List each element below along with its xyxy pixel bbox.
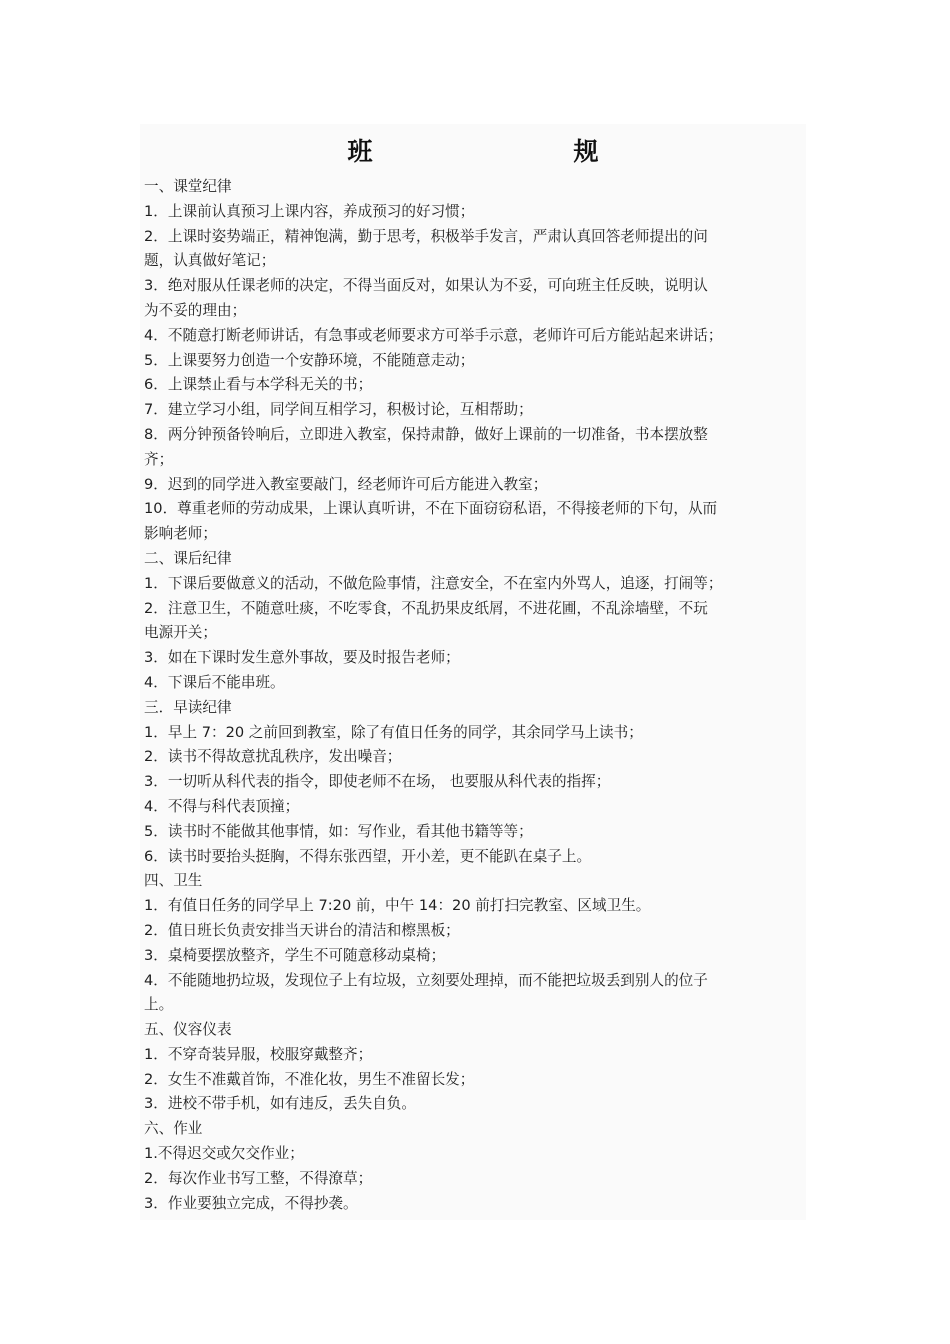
text-line: 1．早上 7：20 之前回到教室，除了有值日任务的同学，其余同学马上读书； — [144, 723, 643, 741]
text-line: 五、仪容仪表 — [144, 1021, 232, 1039]
text-line: 4．下课后不能串班。 — [144, 673, 285, 691]
text-line: 6．上课禁止看与本学科无关的书； — [144, 376, 373, 394]
text-line: 二、课后纪律 — [144, 549, 232, 567]
text-line: 六、作业 — [144, 1120, 203, 1138]
text-line: 2．值日班长负责安排当天讲台的清洁和檫黑板； — [144, 921, 460, 939]
text-line: 6．读书时要抬头挺胸，不得东张西望，开小差，更不能趴在桌子上。 — [144, 847, 592, 865]
text-line: 9．迟到的同学进入教室要敲门，经老师许可后方能进入教室； — [144, 475, 548, 493]
text-line: 一、课堂纪律 — [144, 178, 232, 195]
text-line: 四、卫生 — [144, 872, 203, 890]
text-line: 1．有值日任务的同学早上 7:20 前，中午 14：20 前打扫完教室、区域卫生。 — [144, 897, 651, 915]
text-line: 上。 — [144, 996, 174, 1014]
text-line: 2．女生不准戴首饰，不准化妆，男生不准留长发； — [144, 1070, 475, 1088]
text-line: 5．上课要努力创造一个安静环境，不能随意走动； — [144, 351, 475, 369]
text-line: 7．建立学习小组，同学间互相学习，积极讨论，互相帮助； — [144, 401, 533, 419]
text-line: 3．如在下课时发生意外事故，要及时报告老师； — [144, 649, 460, 667]
text-line: 1．上课前认真预习上课内容，养成预习的好习惯； — [144, 202, 475, 220]
text-line: 3．作业要独立完成，不得抄袭。 — [144, 1194, 358, 1212]
text-line: 影响老师； — [144, 525, 217, 543]
text-line: 3．绝对服从任课老师的决定，不得当面反对，如果认为不妥，可向班主任反映，说明认 — [144, 277, 708, 295]
text-line: 2．上课时姿势端正，精神饱满，勤于思考，积极举手发言，严肃认真回答老师提出的问 — [144, 227, 708, 245]
text-line: 4．不能随地扔垃圾，发现位子上有垃圾，立刻要处理掉，而不能把垃圾丢到别人的位子 — [144, 971, 708, 989]
text-line: 4．不得与科代表顶撞； — [144, 797, 300, 815]
text-line: 10．尊重老师的劳动成果，上课认真听讲，不在下面窃窃私语，不得接老师的下句，从而 — [144, 500, 718, 518]
text-line: 电源开关； — [144, 624, 217, 642]
text-line: 2．读书不得故意扰乱秩序，发出噪音； — [144, 748, 402, 766]
text-line: 5．读书时不能做其他事情，如：写作业，看其他书籍等等； — [144, 822, 533, 840]
text-line: 2．每次作业书写工整，不得潦草； — [144, 1169, 373, 1187]
text-line: 为不妥的理由； — [144, 301, 247, 319]
text-line: 2．注意卫生，不随意吐痰，不吃零食，不乱扔果皮纸屑，不进花圃，不乱涂墙壁，不玩 — [144, 599, 708, 617]
text-line: 1．下课后要做意义的活动，不做危险事情，注意安全，不在室内外骂人，追逐，打闹等； — [144, 574, 723, 592]
text-line: 1.不得迟交或欠交作业； — [144, 1145, 304, 1163]
text-line: 三．早读纪律 — [144, 698, 232, 716]
text-line: 题，认真做好笔记； — [144, 252, 276, 270]
text-line: 1．不穿奇装异服，校服穿戴整齐； — [144, 1045, 373, 1063]
text-line: 4．不随意打断老师讲话，有急事或老师要求方可举手示意，老师许可后方能站起来讲话； — [144, 326, 723, 344]
text-line: 3．一切听从科代表的指令，即使老师不在场， 也要服从科代表的指挥； — [144, 773, 611, 791]
document-title: 班 规 — [347, 137, 687, 166]
text-line: 3．进校不带手机，如有违反，丢失自负。 — [144, 1095, 416, 1113]
text-line: 8．两分钟预备铃响后，立即进入教室，保持肃静，做好上课前的一切准备，书本摆放整 — [144, 425, 708, 443]
document-body — [144, 175, 804, 1216]
text-line: 3．桌椅要摆放整齐，学生不可随意移动桌椅； — [144, 946, 446, 964]
text-line: 齐； — [144, 450, 174, 468]
